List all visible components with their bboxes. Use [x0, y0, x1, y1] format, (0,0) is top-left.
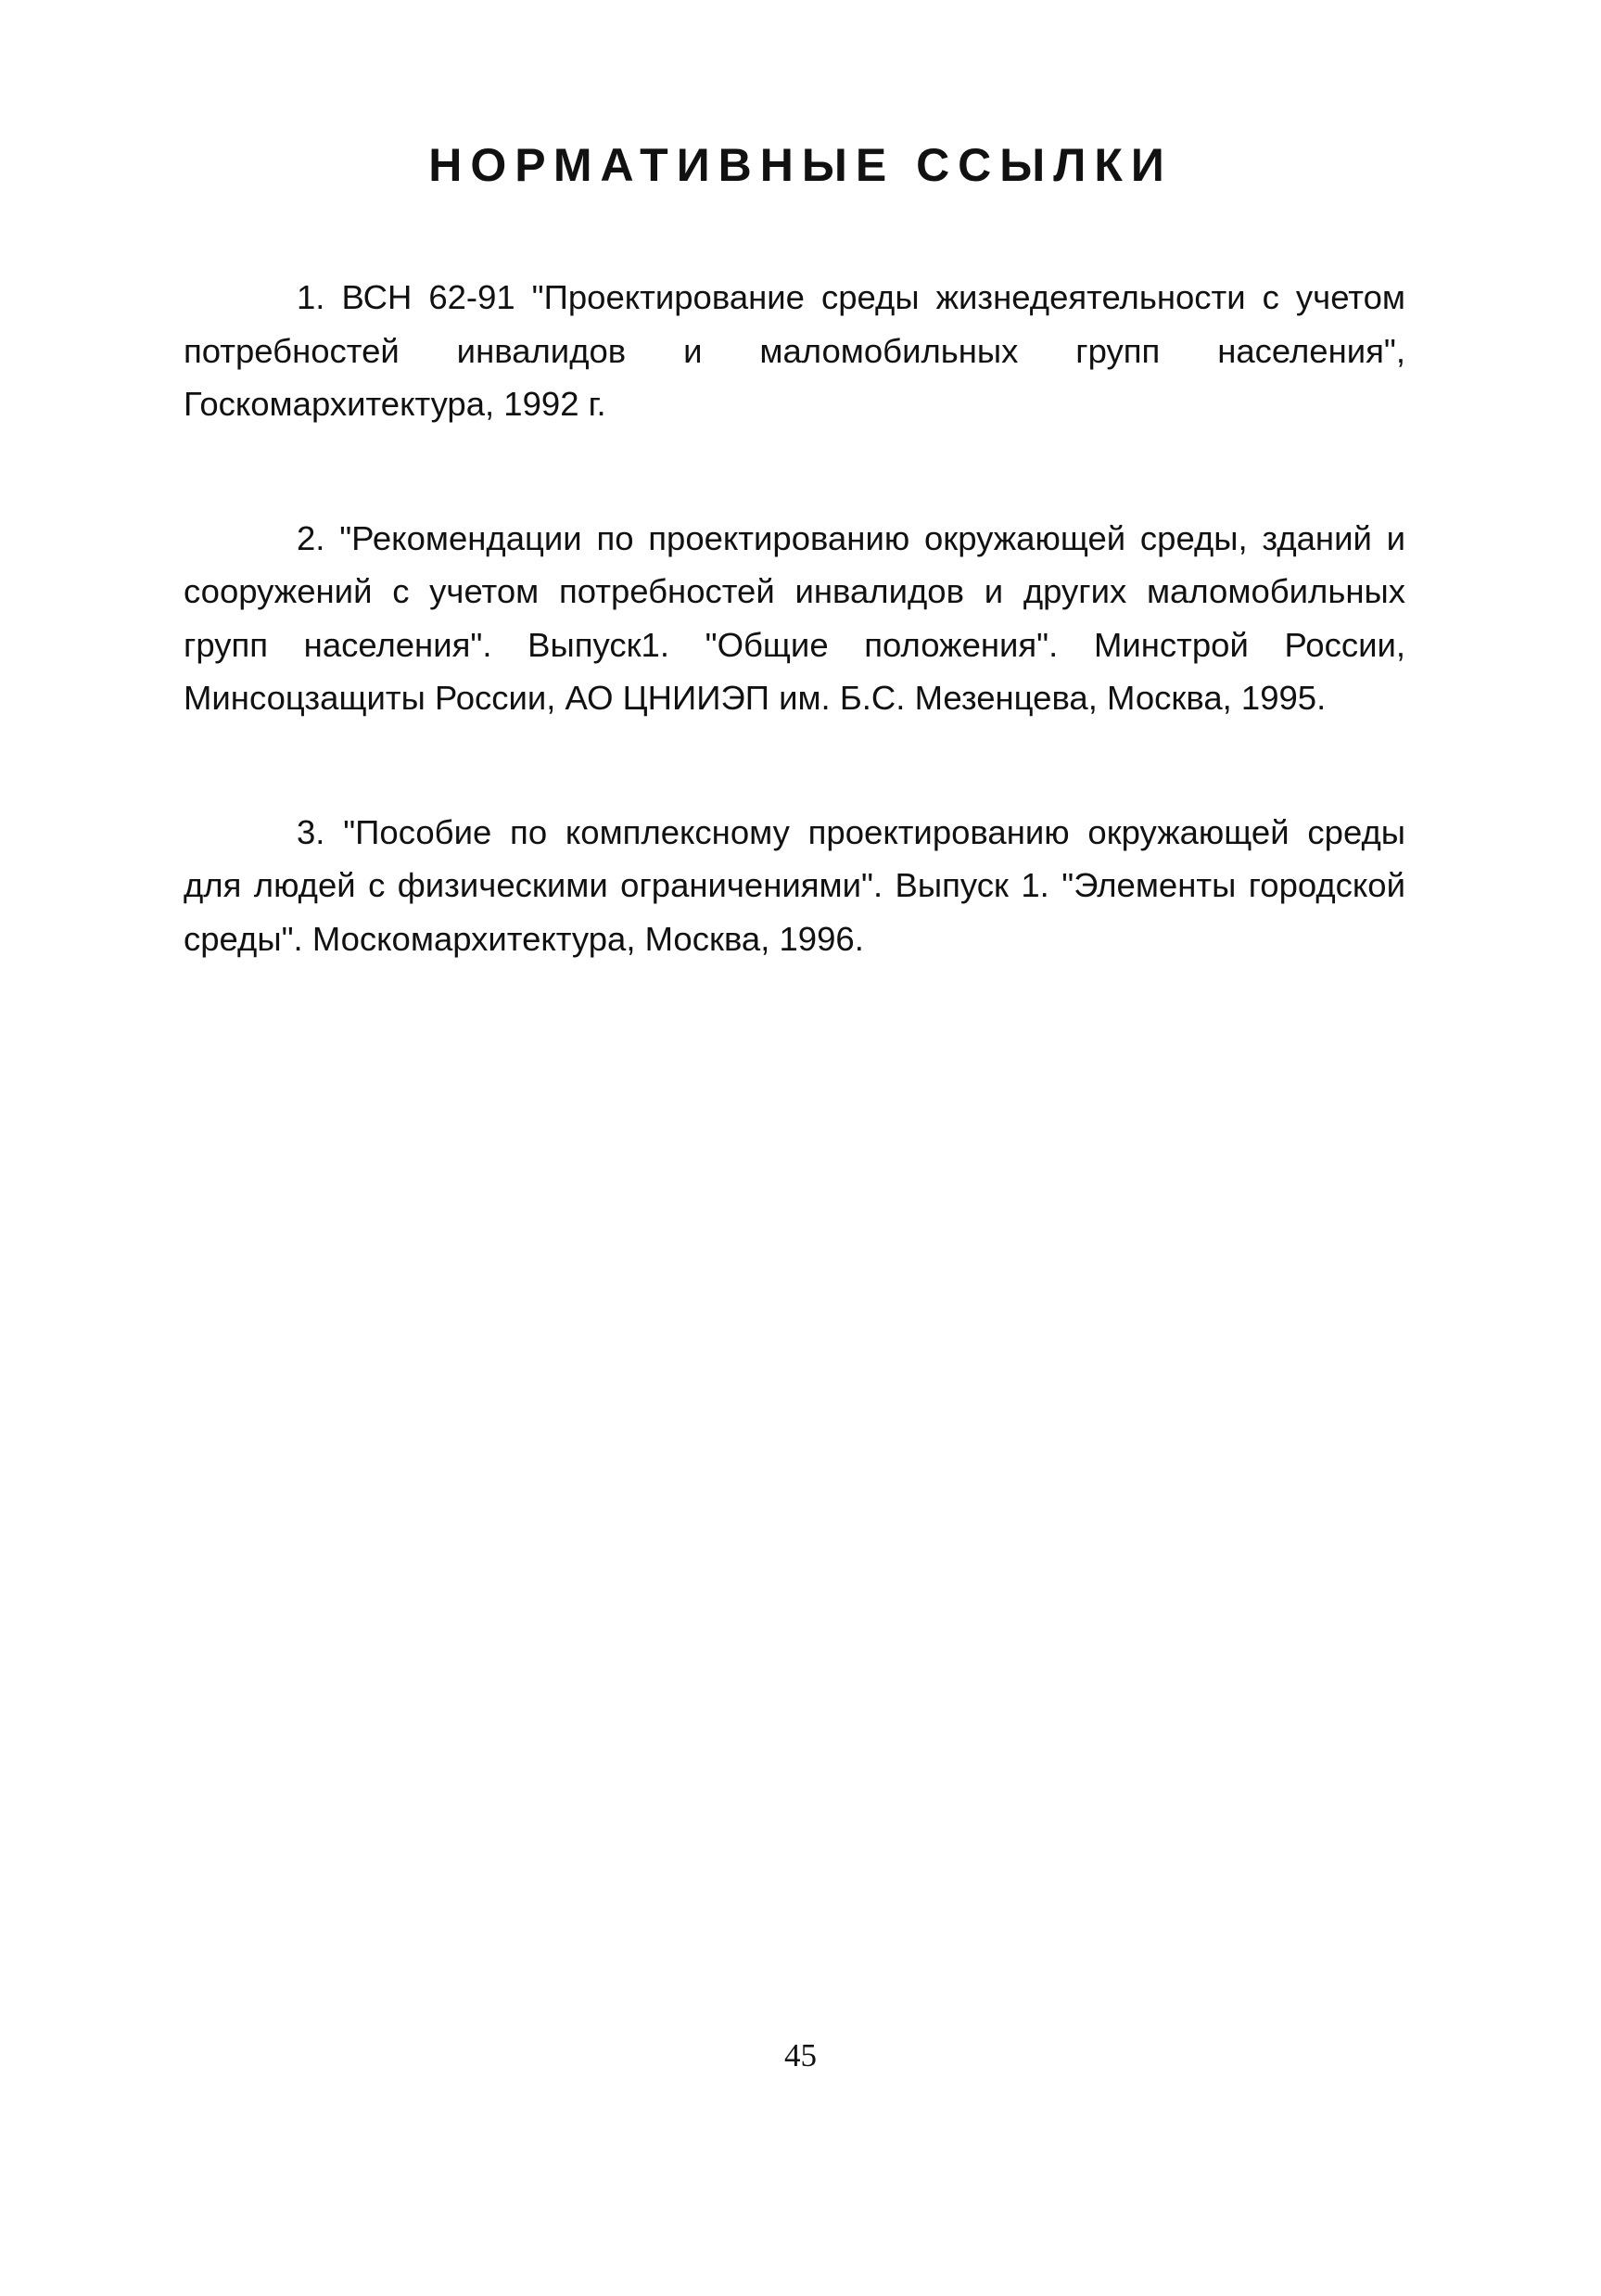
page-number: 45: [784, 2037, 817, 2073]
reference-item-3: 3. "Пособие по комплексному проектированию окружающей среды для людей с физическими ограничениями". Выпуск 1. "Элементы городской среды". Москомархитектура, Москва, 1996.: [184, 812, 1405, 958]
reference-item-2: 2. "Рекомендации по проектированию окружающей среды, зданий и сооружений с учетом потребностей инвалидов и других маломобильных групп населения". Выпуск1. "Общие положения". Минстрой России, Минсоцзащиты России, АО ЦНИИЭП им. Б.С. Мезенцева, Москва, 1995.: [184, 518, 1405, 717]
reference-item-1: 1. ВСН 62-91 "Проектирование среды жизнедеятельности с учетом потребностей инвалидов и маломобильных групп населения", Госкомархитектура, 1992 г.: [184, 278, 1405, 423]
references-list: [184, 271, 1405, 1046]
page-title: НОРМАТИВНЫЕ ССЫЛКИ: [428, 139, 1173, 191]
